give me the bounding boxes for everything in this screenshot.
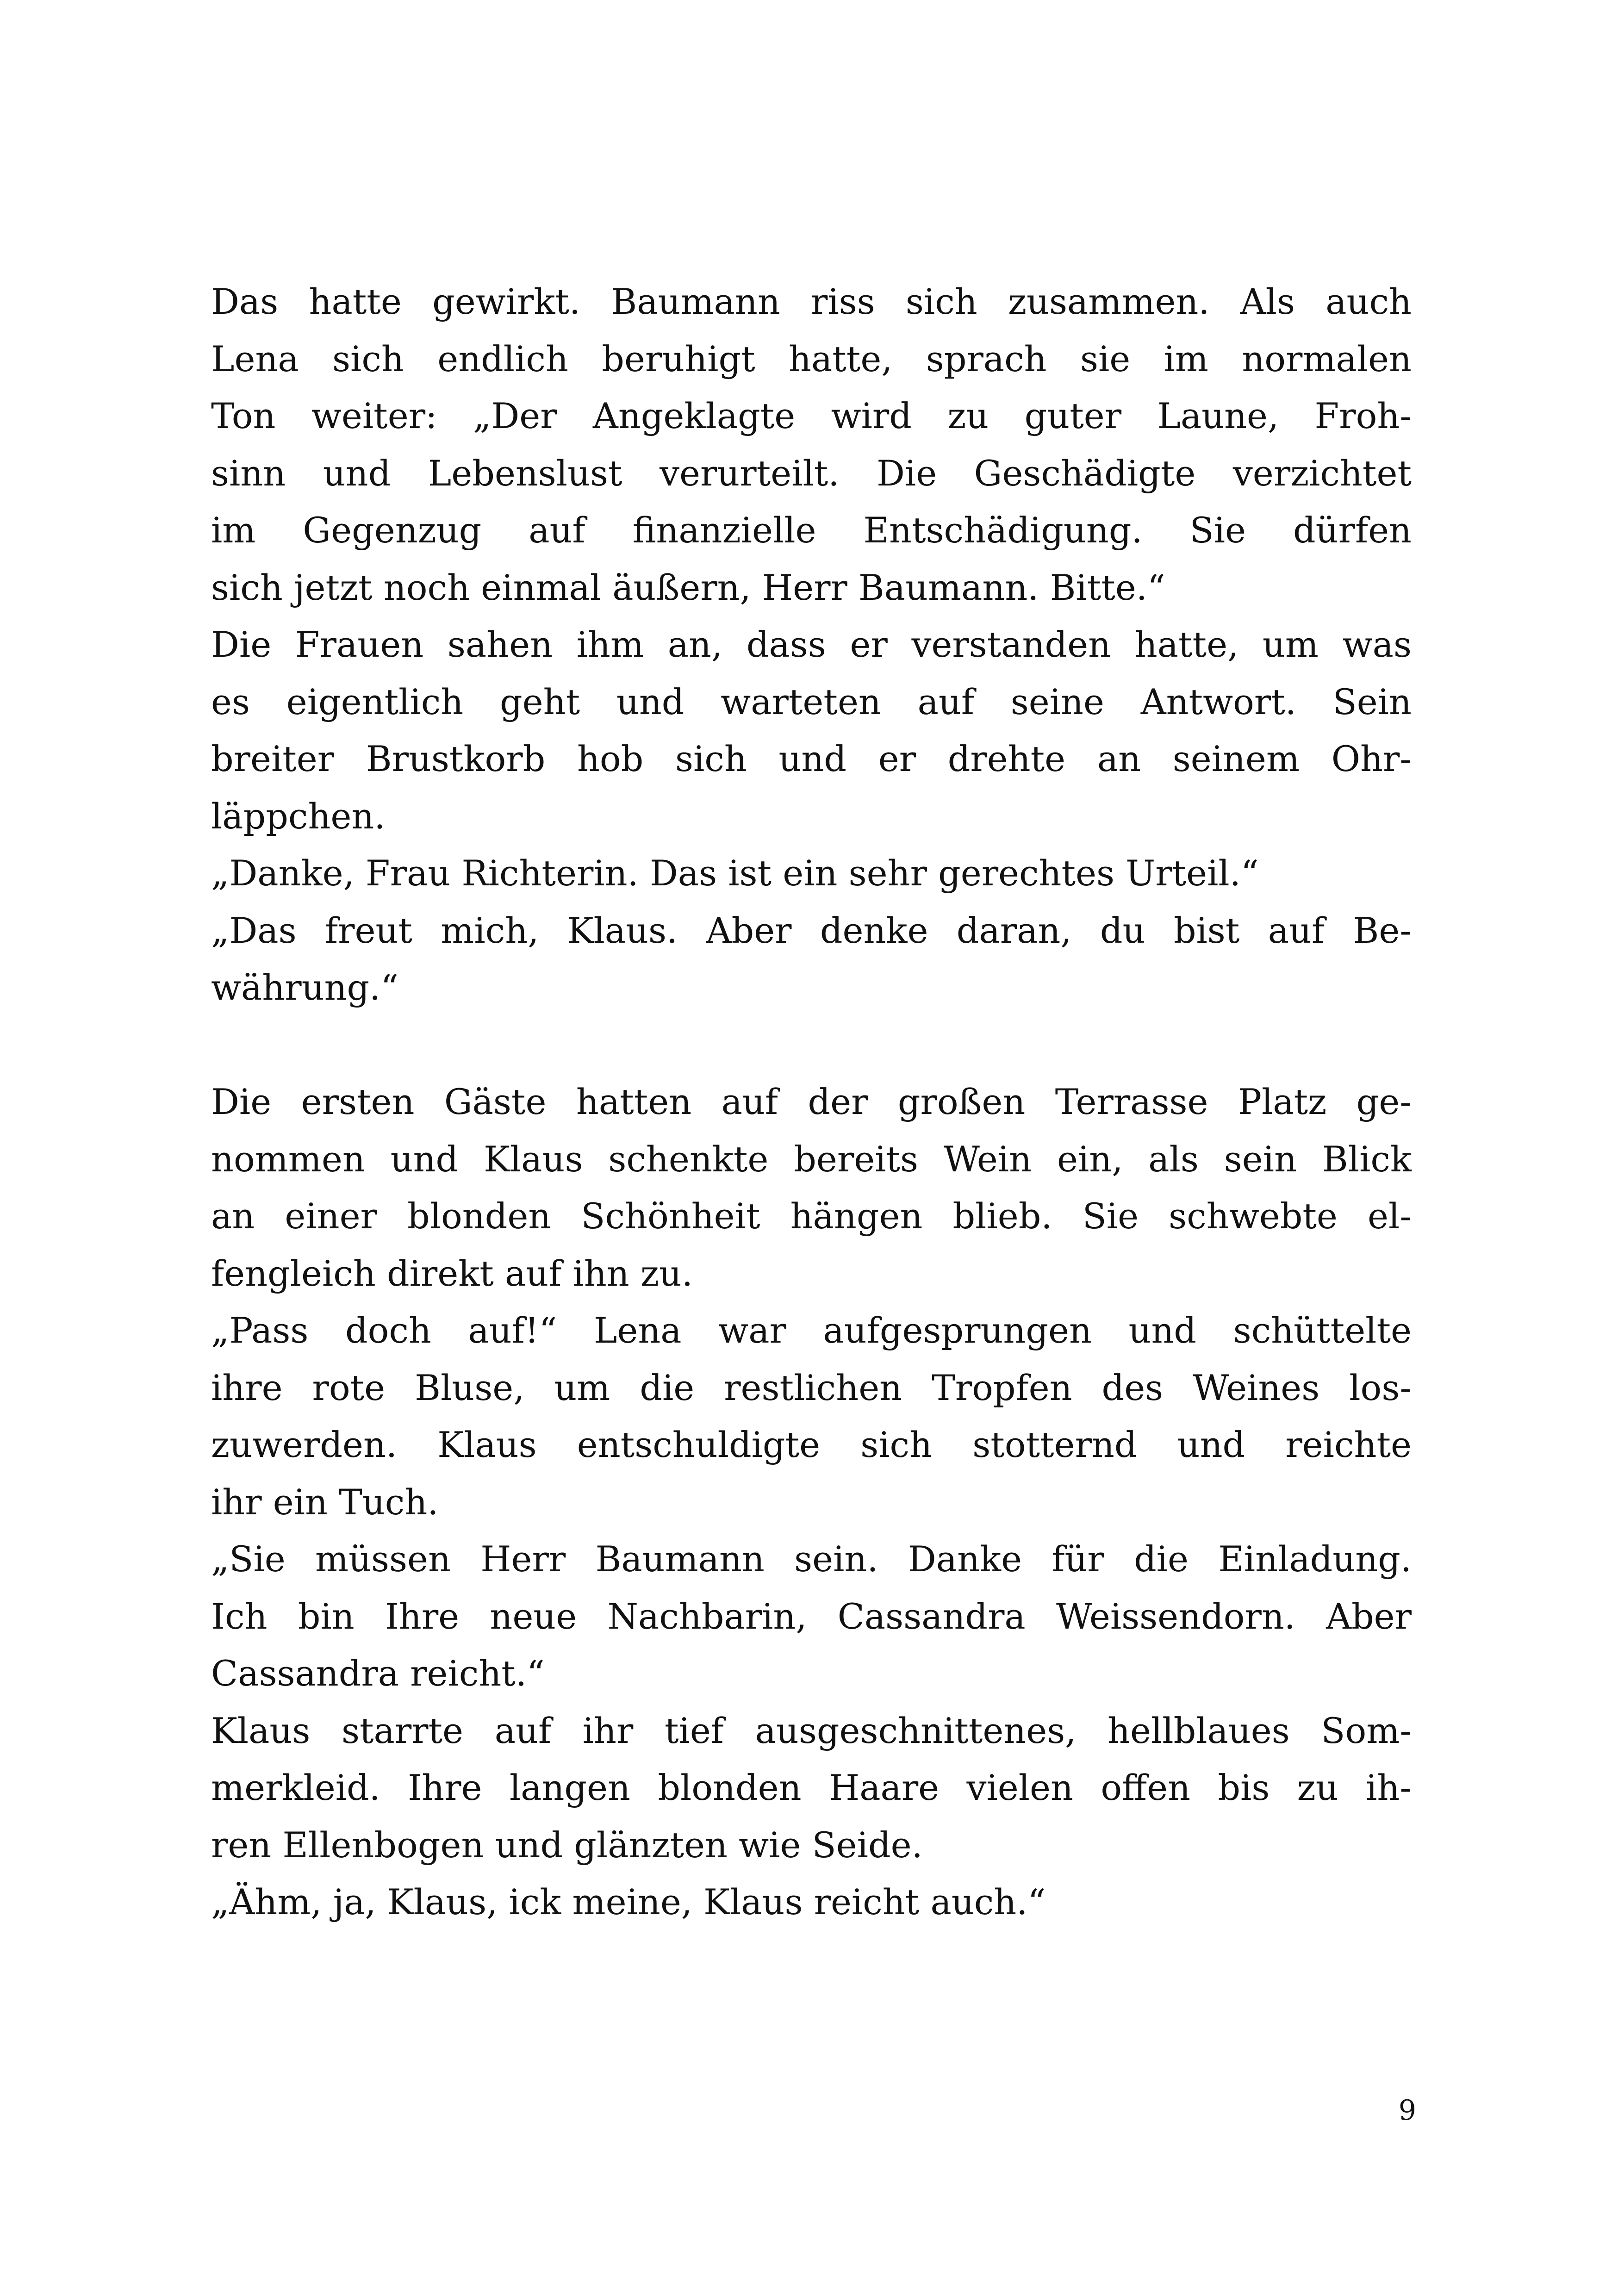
text-line: ihre rote Bluse, um die restlichen Tropfen des Weines los- <box>211 1367 1412 1408</box>
text-line: „Ähm, ja, Klaus, ick meine, Klaus reicht auch.“ <box>211 1881 1046 1923</box>
text-line: Ich bin Ihre neue Nachbarin, Cassandra Weissendorn. Aber <box>211 1595 1412 1637</box>
paragraph <box>211 1531 1412 1702</box>
text-line: breiter Brustkorb hob sich und er drehte an seinem Ohr- <box>211 738 1412 779</box>
text-line: Cassandra reicht.“ <box>211 1653 545 1694</box>
text-line: sinn und Lebenslust verurteilt. Die Geschädigte verzichtet <box>211 452 1412 494</box>
text-line: Die Frauen sahen ihm an, dass er verstanden hatte, um was <box>211 624 1412 665</box>
text-line: Das hatte gewirkt. Baumann riss sich zusammen. Als auch <box>211 281 1412 322</box>
text-line: „Pass doch auf!“ Lena war aufgesprungen und schüttelte <box>211 1310 1412 1351</box>
text-line: „Sie müssen Herr Baumann sein. Danke für die Einladung. <box>211 1538 1412 1580</box>
text-line: im Gegenzug auf finanzielle Entschädigung. Sie dürfen <box>211 510 1412 551</box>
text-line: Klaus starrte auf ihr tief ausgeschnittenes, hellblaues Som- <box>211 1710 1412 1751</box>
text-line: ihr ein Tuch. <box>211 1481 439 1523</box>
text-line: es eigentlich geht und warteten auf seine Antwort. Sein <box>211 681 1412 722</box>
body-text <box>211 273 1412 1931</box>
paragraph <box>211 1073 1412 1302</box>
text-line: „Danke, Frau Richterin. Das ist ein sehr gerechtes Urteil.“ <box>211 852 1259 894</box>
text-line: fengleich direkt auf ihn zu. <box>211 1252 693 1294</box>
text-line: nommen und Klaus schenkte bereits Wein ein, als sein Blick <box>211 1138 1412 1180</box>
paragraph <box>211 1302 1412 1531</box>
text-line: läppchen. <box>211 795 386 837</box>
text-line: sich jetzt noch einmal äußern, Herr Baumann. Bitte.“ <box>211 566 1165 608</box>
paragraph <box>211 845 1412 902</box>
text-line: merkleid. Ihre langen blonden Haare vielen offen bis zu ih- <box>211 1767 1412 1808</box>
text-line: an einer blonden Schönheit hängen blieb. Sie schwebte el- <box>211 1195 1412 1237</box>
paragraph <box>211 616 1412 845</box>
paragraph-gap <box>211 1016 1412 1074</box>
text-line: Lena sich endlich beruhigt hatte, sprach sie im normalen <box>211 338 1412 380</box>
text-line: zuwerden. Klaus entschuldigte sich stotternd und reichte <box>211 1424 1412 1465</box>
paragraph <box>211 1873 1412 1931</box>
paragraph <box>211 273 1412 616</box>
text-line: währung.“ <box>211 967 399 1008</box>
text-line: „Das freut mich, Klaus. Aber denke daran, du bist auf Be- <box>211 909 1412 951</box>
page-number: 9 <box>1398 2094 1416 2127</box>
text-line: Ton weiter: „Der Angeklagte wird zu guter Laune, Froh- <box>211 395 1412 436</box>
paragraph <box>211 1702 1412 1874</box>
text-line: Die ersten Gäste hatten auf der großen Terrasse Platz ge- <box>211 1081 1412 1122</box>
paragraph <box>211 902 1412 1016</box>
text-line: ren Ellenbogen und glänzten wie Seide. <box>211 1824 923 1866</box>
